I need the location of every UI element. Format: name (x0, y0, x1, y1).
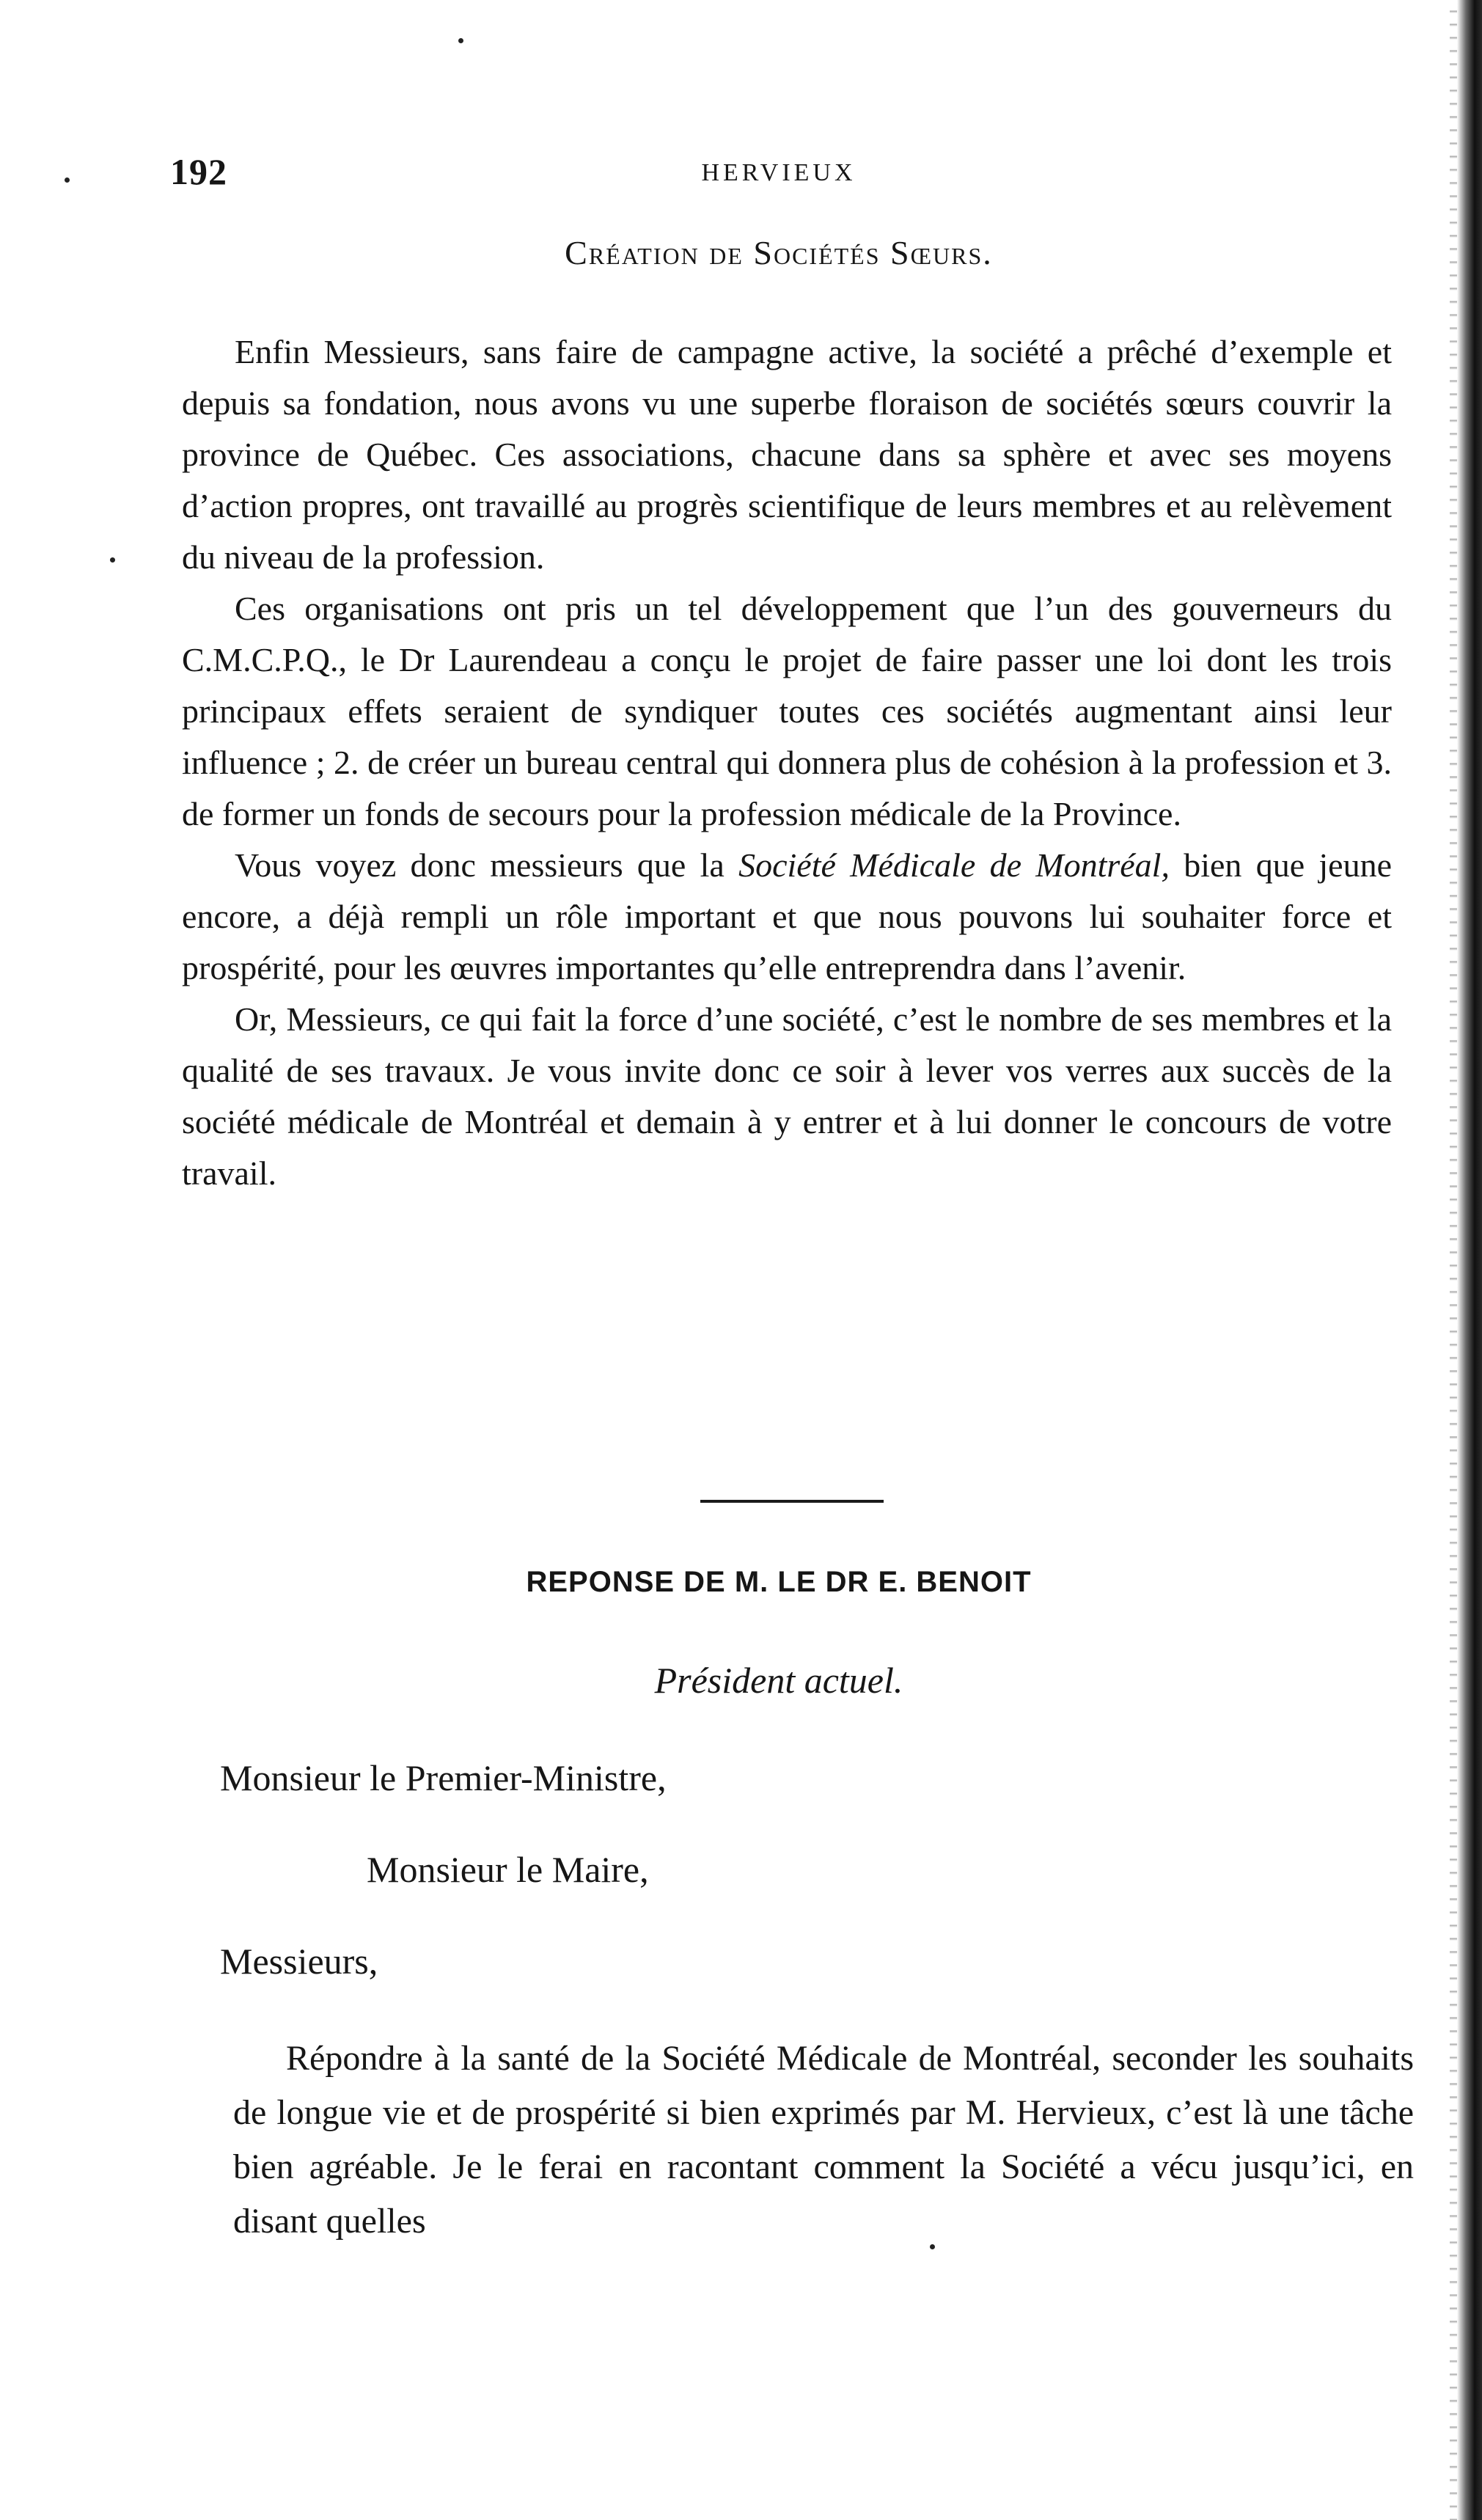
paragraph (182, 840, 1392, 994)
scan-edge-shadow (1450, 0, 1457, 2520)
section-heading: Création de Sociétés Sœurs. (565, 234, 993, 271)
running-title: HERVIEUX (701, 159, 856, 186)
paragraph: Répondre à la santé de la Société Médicale de Montréal, seconder les souhaits de longue vie et de prospérité si bien exprimés par M. Hervieux, c’est là une tâche bien agréable. Je le ferai en racontant comment la Société a vécu jusqu’ici, en disant quelles (233, 2039, 1414, 2241)
main-text (182, 326, 1392, 1199)
speck-mark (110, 557, 115, 563)
section-divider (700, 1500, 884, 1503)
paragraph: Or, Messieurs, ce qui fait la force d’une société, c’est le nombre de ses membres et la qualité de ses travaux. Je vous invite donc ce soir à lever vos verres aux succès de la société médicale de Montréal et demain à y entrer et à lui donner le concours de votre travail. (182, 1000, 1392, 1192)
salutation: Monsieur le Premier-Ministre, (220, 1757, 667, 1798)
running-head (170, 150, 1387, 202)
society-name-italic: Société Médicale de Montréal, (738, 846, 1170, 884)
speck-mark (65, 177, 70, 183)
reply-text (233, 2032, 1414, 2249)
reply-subheading: Président actuel. (654, 1660, 903, 1701)
salutation: Messieurs, (220, 1941, 378, 1982)
reply-heading: REPONSE DE M. LE DR E. BENOIT (526, 1566, 1032, 1598)
page-number: 192 (170, 151, 227, 192)
paragraph-text: Vous voyez donc messieurs que la (235, 846, 739, 884)
salutation: Monsieur le Maire, (367, 1849, 649, 1890)
speck-mark (458, 38, 463, 43)
paragraph-text: bien que jeune encore, a déjà rempli un rôle important et que nous pouvons lui souhaiter force et prospérité, pour les œuvres importantes qu’elle entreprendra dans l’avenir. (182, 846, 1393, 986)
paragraph: Ces organisations ont pris un tel développement que l’un des gouverneurs du C.M.C.P.Q., le Dr Laurendeau a conçu le projet de faire passer une loi dont les trois principaux effets seraient de syndiquer toutes ces sociétés augmentant ainsi leur influence ; 2. de créer un bureau central qui donnera plus de cohésion à la profession et 3. de former un fonds de secours pour la profession médicale de la Province. (182, 590, 1392, 832)
scan-edge (1457, 0, 1482, 2520)
paragraph: Enfin Messieurs, sans faire de campagne active, la société a prêché d’exemple et depuis sa fondation, nous avons vu une superbe floraison de sociétés sœurs couvrir la province de Québec. Ces associations, chacune dans sa sphère et avec ses moyens d’action propres, ont travaillé au progrès scientifique de leurs membres et au relèvement du niveau de la profession. (182, 333, 1392, 576)
